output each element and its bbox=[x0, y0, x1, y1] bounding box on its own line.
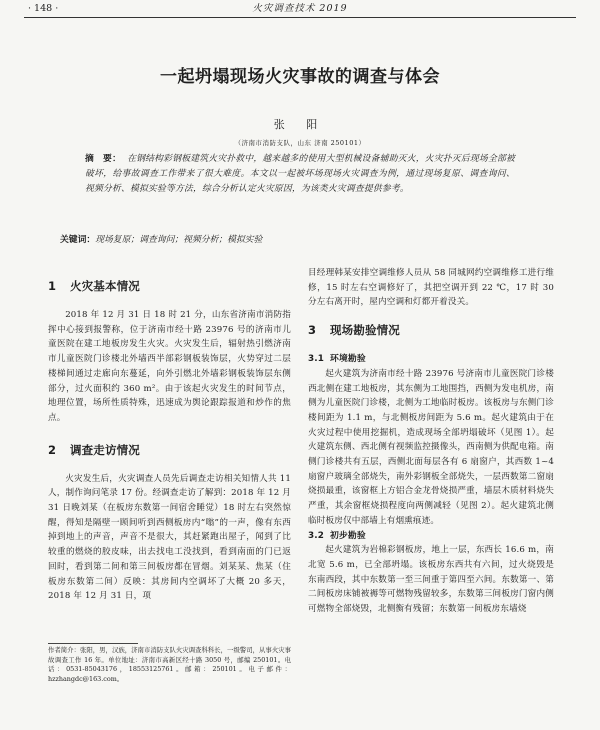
article-title: 一起坍塌现场火灾事故的调查与体会 bbox=[160, 67, 440, 87]
section-3-2-paragraph: 起火建筑为岩棉彩钢板房，地上一层，东西长 16.6 m，南北宽 5.6 m，已全部坍塌。该板房东西共有六间，过火烧毁是东南西段，其中东数第一至三间重于第四至六间。东数第一、第二间板房床铺被褥等可燃物残留较多，东数第三间板房门窗内侧可燃物全部烧毁，北侧衡有残留；东数第一间板房东墙烧 bbox=[308, 545, 554, 615]
page-number: · 148 · bbox=[28, 3, 59, 14]
journal-name: 火灾调查技术 2019 bbox=[252, 3, 348, 14]
abstract bbox=[85, 152, 515, 198]
section-1-paragraph: 2018 年 12 月 31 日 18 时 21 分，山东省济南市消防指挥中心接到报警称，位于济南市经十路 23976 号的济南市儿童医院在建工地板房发生火灾。火灾发生后，辐射热引燃济南市儿童医院门诊楼北外墙西半部彩钢板装饰层，火势穿过二层楼梯间通过走廊向东蔓延，向外引燃北外墙彩钢板装饰层东侧部分，过火面积约 360 m²。由于该起火灾发生的时间节点，地理位置，场所性质特殊，迅速成为舆论跟踪报道和炒作的焦点。 bbox=[48, 310, 291, 423]
subsection-heading-3-1 bbox=[308, 352, 554, 367]
author-footnote: 作者简介：张阳，男，汉族，济南市消防支队火灾调查科科长，一级警司，从事火灾事故调查工作 16 年。单位地址：济南市高新区经十路 3050 号，邮编 250101。电话：0531-85043176，18553125761。邮箱：250101。电子邮件：hzzhangdc@163.com。 bbox=[48, 646, 291, 683]
section-title: 现场勘验情况 bbox=[330, 323, 400, 338]
subsection-title: 环境勘验 bbox=[330, 354, 366, 365]
section-number: 3 bbox=[308, 323, 317, 338]
keywords-label: 关键词： bbox=[60, 235, 96, 245]
abstract-label: 摘 要： bbox=[85, 154, 122, 164]
subsection-heading-3-2 bbox=[308, 529, 554, 544]
section-number: 1 bbox=[48, 279, 57, 293]
subsection-number: 3.2 bbox=[308, 530, 325, 541]
section-heading-2 bbox=[48, 442, 291, 458]
section-2-continuation: 目经理韩某安排空调维修人员从 58 同城网约空调维修工进行维修，15 时左右空调修好了，其把空调开到 22 ℃，17 时 30 分左右离开时，屋内空调和灯都开着没关。 bbox=[308, 268, 554, 308]
section-number: 2 bbox=[48, 442, 57, 457]
abstract-text: 在钢结构彩钢板建筑火灾扑救中，越来越多的使用大型机械设备辅助灭火，火灾扑灭后现场全部被破坏，给事故调查工作带来了很大难度。本文以一起被坏场现场火灾调查为例，通过现场复原、调查询问、视频分析、模拟实验等方法，综合分析认定火灾原因，为该类火灾调查提供参考。 bbox=[85, 154, 515, 195]
keywords bbox=[60, 233, 530, 248]
footnote-rule bbox=[48, 643, 138, 644]
author: 张 阳 bbox=[273, 118, 327, 131]
affiliation: （济南市消防支队，山东 济南 250101） bbox=[234, 139, 366, 147]
header-rule bbox=[24, 17, 576, 18]
subsection-number: 3.1 bbox=[308, 354, 325, 365]
running-header bbox=[24, 2, 576, 16]
section-title: 调查走访情况 bbox=[70, 442, 140, 457]
section-title: 火灾基本情况 bbox=[70, 279, 140, 293]
section-2-paragraph: 火灾发生后，火灾调查人员先后调查走访相关知情人共 11 人，制作询问笔录 17 份。经调查走访了解到：2018 年 12 月 31 日晚刘某（在板房东数第一间宿舍睡觉）18 时左右突然惊醒，得知是隔壁一顾间听到西侧板房内“嗡”的一声，像有东西掉到地上的声音，声音不是很大，其赶紧跑出屋子，闻到了比较重的燃烧的胶皮味，出去找电工没找到，看到南面的门已返回时，看到第二间和第三间板房都在冒烟。刘某某、焦某（住板房东数第二间）反映：其房间内空调坏了大概 20 多天，2018 年 12 月 31 日，项 bbox=[48, 473, 291, 602]
left-column bbox=[48, 266, 291, 604]
subsection-title: 初步勘验 bbox=[330, 530, 366, 541]
section-heading-1 bbox=[48, 278, 291, 294]
keywords-text: 现场复原；调查询问；视频分析；模拟实验 bbox=[95, 235, 263, 245]
right-column bbox=[308, 266, 554, 617]
section-heading-3 bbox=[308, 322, 554, 338]
section-3-1-paragraph: 起火建筑为济南市经十路 23976 号济南市儿童医院门诊楼西北侧在建工地板房，其东侧为工地围挡，西侧为发电机房，南侧为儿童医院门诊楼，北侧为工地临时板房。该板房与东侧门诊楼间距为 1.1 m，与北侧板房间距为 5.6 m。起火建筑由于在火灾过程中使用挖掘机，造成现场全部坍塌破坏（见图 1）。起火建筑东侧、西北侧有视频监控摄像头，西南侧为供配电箱。南侧门诊楼共有五层，西侧北面每层各有 6 扇窗户，其西数 1~4 扇窗户玻璃全部烧失，南外彩钢板全部烧失，一层西数第二窗扇烧损最重，该窗框上方铝合金龙骨烧损严重，墙层木质材料烧失严重，其余窗框烧损程度向两侧减轻（见图 2）。起火建筑北侧临时板房仅中部墙上有烟熏痕迹。 bbox=[308, 368, 554, 526]
